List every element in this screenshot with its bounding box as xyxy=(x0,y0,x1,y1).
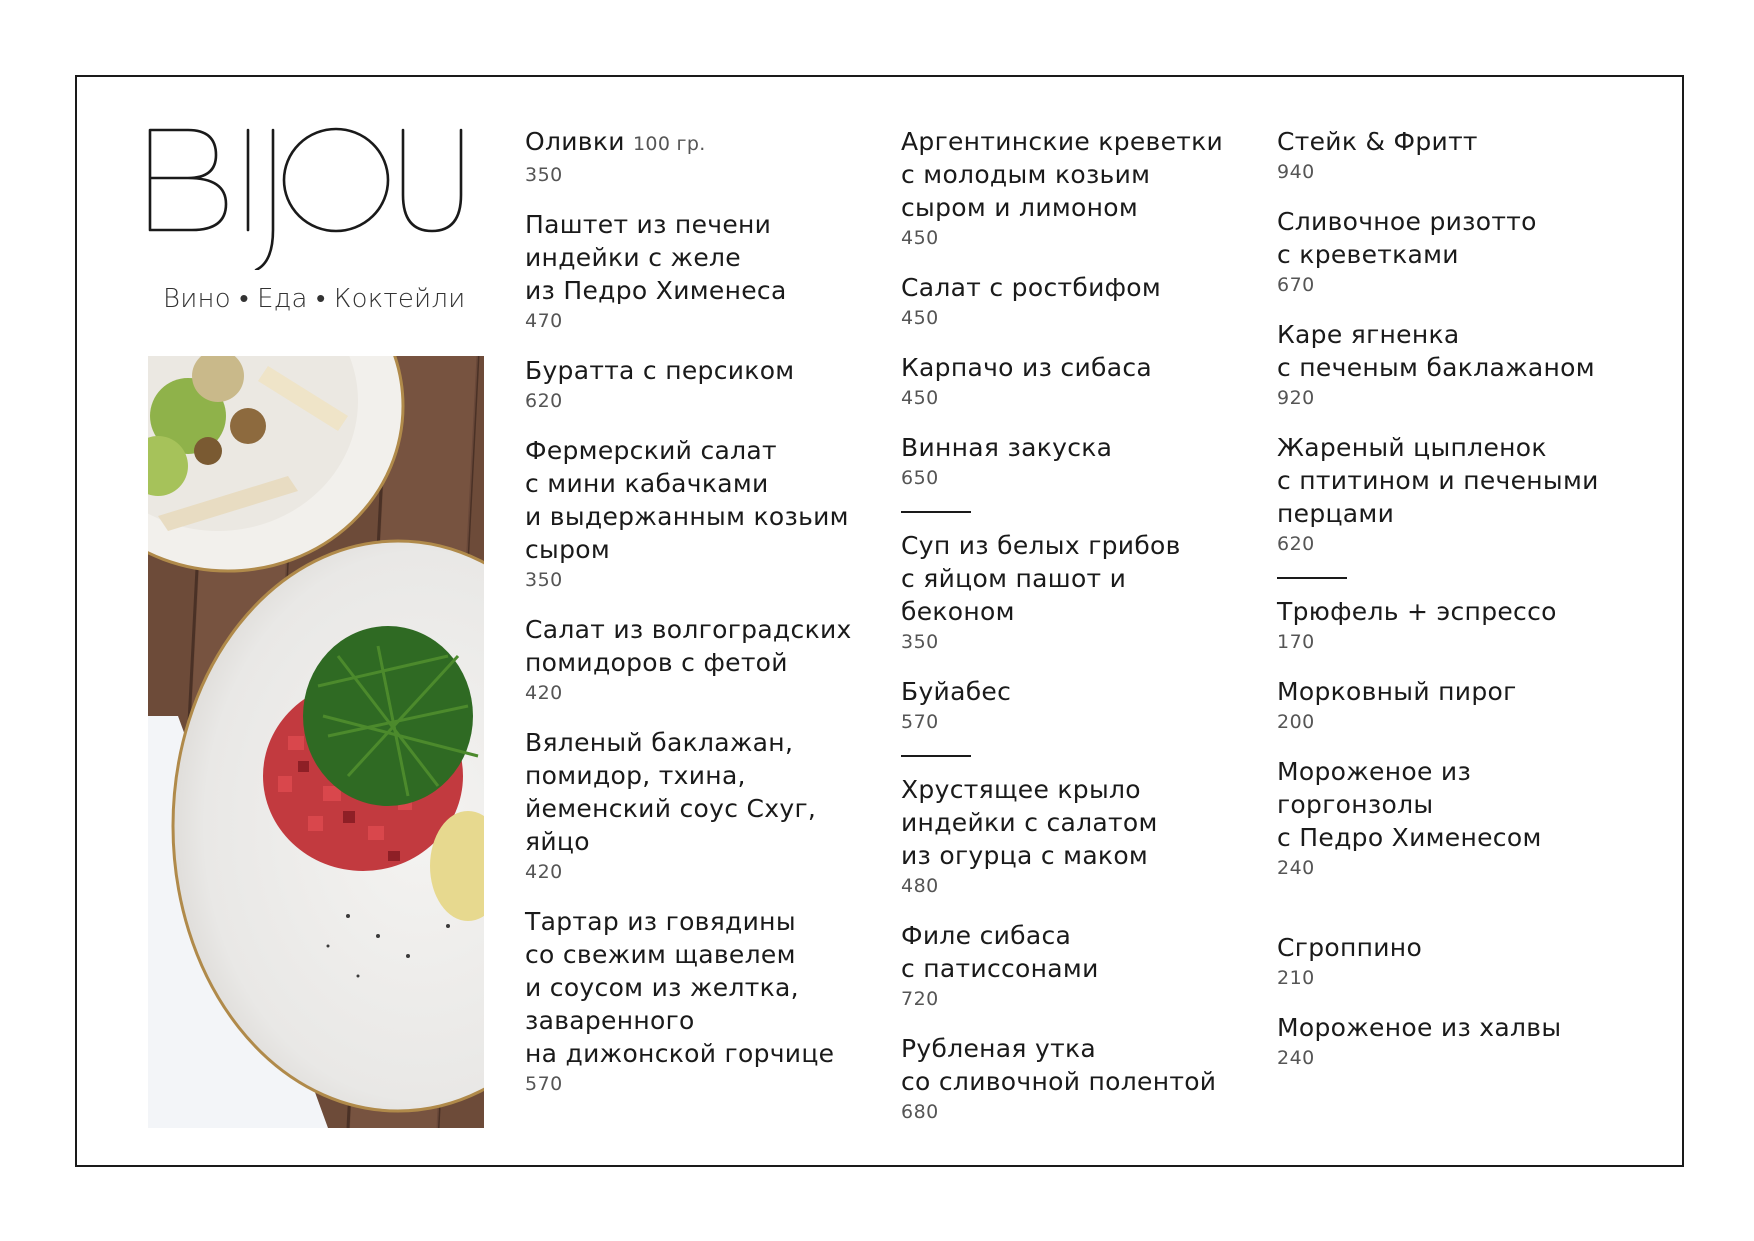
menu-item xyxy=(901,919,1251,1012)
portion-size: 100 гр. xyxy=(633,133,706,155)
dish-price: 570 xyxy=(525,1073,563,1095)
menu-item xyxy=(1277,595,1627,655)
menu-item xyxy=(1277,755,1627,881)
menu-item xyxy=(1277,675,1627,735)
menu-item xyxy=(901,351,1251,411)
dish-name: Фермерский салат с мини кабачками и выдержанным козьим сыром xyxy=(525,436,849,564)
dish-name: Буйабес xyxy=(901,677,1012,706)
dish-name: Карпачо из сибаса xyxy=(901,353,1152,382)
menu-item xyxy=(901,675,1251,735)
dish-name: Хрустящее крыло индейки с салатом из огурца с маком xyxy=(901,775,1158,870)
dish-price: 570 xyxy=(901,711,939,733)
dish-price: 450 xyxy=(901,227,939,249)
dish-name: Сливочное ризотто с креветками xyxy=(1277,207,1537,269)
dish-price: 470 xyxy=(525,310,563,332)
dish-name: Суп из белых грибов с яйцом пашот и беконом xyxy=(901,531,1181,626)
menu-item xyxy=(525,905,875,1097)
dish-price: 920 xyxy=(1277,387,1315,409)
dish-price: 650 xyxy=(901,467,939,489)
menu-item xyxy=(525,354,875,414)
dish-price: 680 xyxy=(901,1101,939,1123)
section-divider xyxy=(901,755,971,757)
dish-price: 170 xyxy=(1277,631,1315,653)
menu-item xyxy=(1277,318,1627,411)
dish-price: 210 xyxy=(1277,967,1315,989)
dish-price: 670 xyxy=(1277,274,1315,296)
dish-name: Тартар из говядины со свежим щавелем и соусом из желтка, заваренного на дижонской горчице xyxy=(525,907,835,1068)
tagline: Вино • Еда • Коктейли xyxy=(163,284,466,314)
dish-price: 450 xyxy=(901,307,939,329)
dish-name: Филе сибаса с патиссонами xyxy=(901,921,1099,983)
menu-item xyxy=(525,613,875,706)
dish-price: 420 xyxy=(525,861,563,883)
bijou-logo xyxy=(148,120,468,270)
dish-name: Винная закуска xyxy=(901,433,1113,462)
dish-price: 350 xyxy=(525,569,563,591)
dish-name: Салат с ростбифом xyxy=(901,273,1162,302)
dish-price: 720 xyxy=(901,988,939,1010)
dish-price: 240 xyxy=(1277,1047,1315,1069)
menu-column-3 xyxy=(1277,125,1627,1091)
menu-item xyxy=(525,726,875,885)
dish-price: 200 xyxy=(1277,711,1315,733)
menu-item xyxy=(1277,125,1627,185)
dish-name: Оливки xyxy=(525,127,625,156)
menu-item xyxy=(525,434,875,593)
menu-item xyxy=(901,125,1251,251)
dish-price: 240 xyxy=(1277,857,1315,879)
menu-item xyxy=(901,271,1251,331)
dish-name: Морковный пирог xyxy=(1277,677,1517,706)
dish-price: 480 xyxy=(901,875,939,897)
menu-item xyxy=(1277,1011,1627,1071)
dish-name: Жареный цыпленок с птитином и печеными перцами xyxy=(1277,433,1599,528)
dish-name: Салат из волгоградских помидоров с фетой xyxy=(525,615,852,677)
menu-item xyxy=(901,773,1251,899)
menu-item xyxy=(901,1032,1251,1125)
dish-name: Буратта с персиком xyxy=(525,356,795,385)
dish-price: 420 xyxy=(525,682,563,704)
dish-price: 450 xyxy=(901,387,939,409)
dish-name: Аргентинские креветки с молодым козьим сыром и лимоном xyxy=(901,127,1224,222)
menu-item xyxy=(1277,431,1627,557)
dish-name: Сгроппино xyxy=(1277,933,1423,962)
dish-name: Вяленый баклажан, помидор, тхина, йеменский соус Схуг, яйцо xyxy=(525,728,817,856)
dish-name: Мороженое из горгонзолы с Педро Хименесом xyxy=(1277,757,1542,852)
menu-item xyxy=(525,125,875,188)
menu-item xyxy=(901,529,1251,655)
dish-name: Каре ягненка с печеным баклажаном xyxy=(1277,320,1595,382)
brand-block xyxy=(148,120,468,270)
section-divider xyxy=(901,511,971,513)
menu-item xyxy=(1277,931,1627,991)
section-divider xyxy=(1277,577,1347,579)
dish-name: Стейк & Фритт xyxy=(1277,127,1478,156)
section-gap xyxy=(1277,901,1627,931)
dish-price: 940 xyxy=(1277,161,1315,183)
dish-name: Мороженое из халвы xyxy=(1277,1013,1562,1042)
food-photo xyxy=(148,356,484,1128)
menu-item xyxy=(1277,205,1627,298)
menu-column-1 xyxy=(525,125,875,1117)
dish-name: Рубленая утка со сливочной полентой xyxy=(901,1034,1217,1096)
menu-item xyxy=(525,208,875,334)
dish-name: Трюфель + эспрессо xyxy=(1277,597,1557,626)
dish-price: 620 xyxy=(525,390,563,412)
dish-price: 350 xyxy=(901,631,939,653)
dish-name-row xyxy=(525,125,875,161)
dish-price: 350 xyxy=(525,164,563,186)
dish-price: 620 xyxy=(1277,533,1315,555)
menu-column-2 xyxy=(901,125,1251,1145)
menu-item xyxy=(901,431,1251,491)
dish-name: Паштет из печени индейки с желе из Педро Хименеса xyxy=(525,210,787,305)
